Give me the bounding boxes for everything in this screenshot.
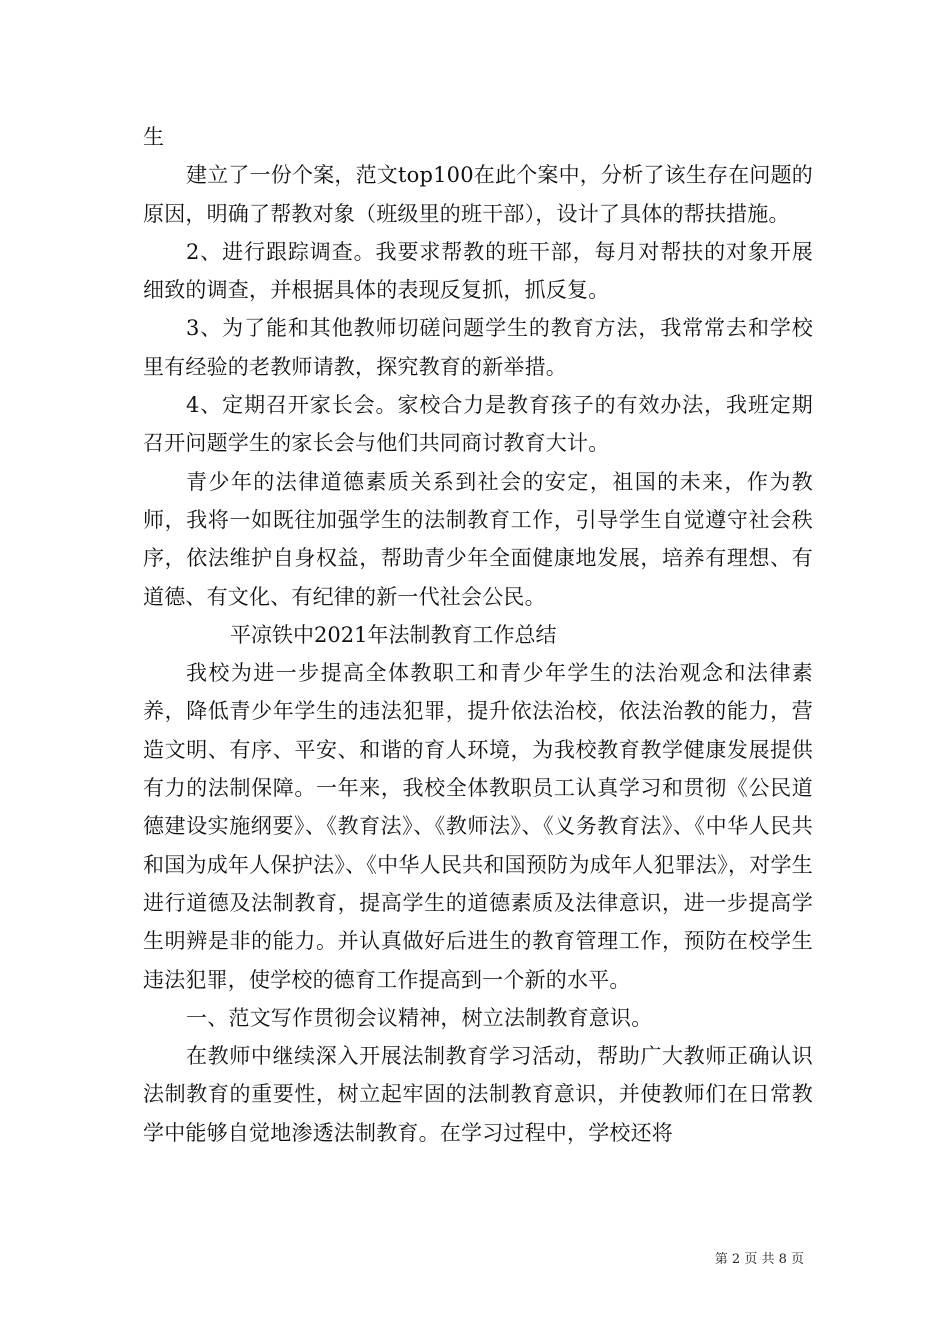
page-number-footer: 第 2 页 共 8 页 bbox=[714, 1252, 804, 1267]
document-body bbox=[143, 118, 813, 1152]
body-paragraph: 2、进行跟踪调查。我要求帮教的班干部，每月对帮扶的对象开展细致的调查，并根据具体的表现反复抓，抓反复。 bbox=[143, 239, 813, 303]
body-paragraph: 在教师中继续深入开展法制教育学习活动，帮助广大教师正确认识法制教育的重要性，树立起牢固的法制教育意识，并使教师们在日常教学中能够自觉地渗透法制教育。在学习过程中，学校还将 bbox=[143, 1044, 813, 1145]
body-paragraph: 4、定期召开家长会。家校合力是教育孩子的有效办法，我班定期召开问题学生的家长会与他们共同商讨教育大计。 bbox=[143, 393, 813, 456]
body-paragraph: 建立了一份个案，范文top100在此个案中，分析了该生存在问题的原因，明确了帮教对象（班级里的班干部），设计了具体的帮扶措施。 bbox=[143, 163, 814, 226]
body-paragraph: 3、为了能和其他教师切磋问题学生的教育方法，我常常去和学校里有经验的老教师请教，探究教育的新举措。 bbox=[143, 316, 813, 379]
body-paragraph: 我校为进一步提高全体教职工和青少年学生的法治观念和法律素养，降低青少年学生的违法犯罪，提升依法治校，依法治教的能力，营造文明、有序、平安、和谐的育人环境，为我校教育教学健康发展提供有力的法制保障。一年来，我校全体教职员工认真学习和贯彻《公民道德建设实施纲要》、《教育法》、《教师法》、《义务教育法》、《中华人民共和国为成年人保护法》、《中华人民共和国预防为成年人犯罪法》，对学生进行道德及法制教育，提高学生的道德素质及法律意识，进一步提高学生明辨是非的能力。并认真做好后进生的教育管理工作，预防在校学生违法犯罪，使学校的德育工作提高到一个新的水平。 bbox=[143, 661, 813, 992]
body-paragraph: 一、范文写作贯彻会议精神，树立法制教育意识。 bbox=[186, 1005, 653, 1030]
body-paragraph: 生 bbox=[143, 125, 165, 149]
body-paragraph: 青少年的法律道德素质关系到社会的安定，祖国的未来，作为教师，我将一如既往加强学生的法制教育工作，引导学生自觉遵守社会秩序，依法维护自身权益，帮助青少年全面健康地发展，培养有理想、有道德、有文化、有纪律的新一代社会公民。 bbox=[143, 469, 813, 609]
section-heading: 平凉铁中2021年法制教育工作总结 bbox=[230, 622, 557, 647]
